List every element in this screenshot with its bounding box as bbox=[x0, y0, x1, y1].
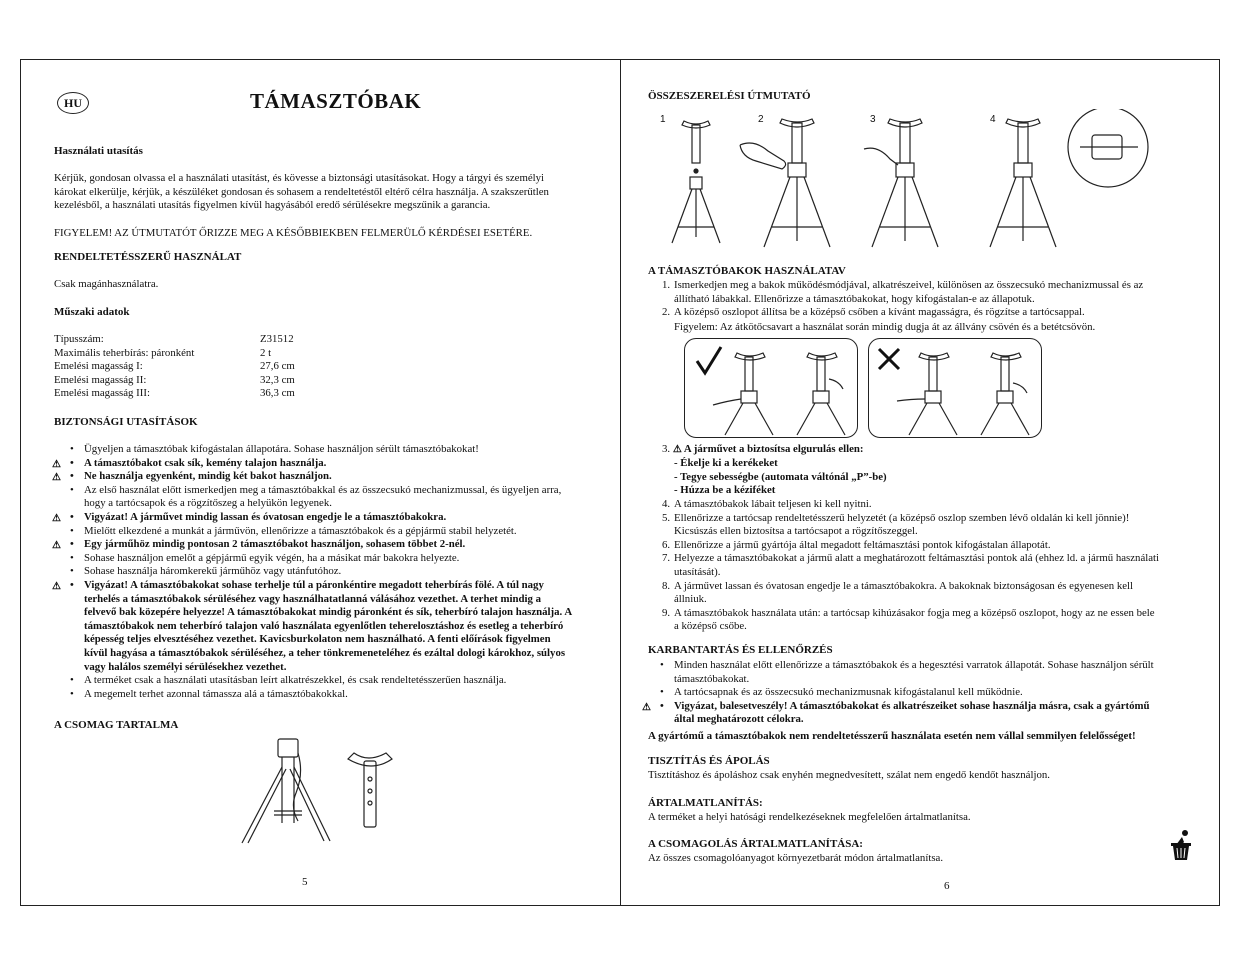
bullet-dot: • bbox=[70, 578, 74, 591]
bullet-dot: • bbox=[660, 699, 664, 712]
bullet-text: Vigyázat! A járművet mindig lassan és óvatosan engedje le a támasztóbakokra. bbox=[84, 510, 447, 523]
item-text: Ellenőrizze a tartócsap rendeltetésszerű helyzetét (a középső oszlop szemben lévő oldalán ki kell jönnie)! Kicsúszás ellen biztosítsa a tartócsapot a rögzítőszeggel. bbox=[674, 511, 1130, 538]
safety-list bbox=[54, 443, 574, 701]
numbered-item bbox=[648, 512, 1162, 539]
bullet-item bbox=[644, 700, 1164, 727]
spec-row: Emelési magasság II: 32,3 cm bbox=[54, 373, 295, 386]
bullet-text: Vigyázat! A támasztóbakokat sohase terhelje túl a páronkéntire megadott teherbírás fölé. A túl nagy terhelés a támasztóbakok sérüléséhez vagy használhatatlanná válásához vezethet. A terhet mindig a felvevő bak közepére helyezze! A támasztóbakokat mindig páronként és sík, teherbíró talajon használja. A támasztóbakok nem teherbíró talajon való használata egyenlőtlen teherelosztáshoz és esetleg a teherbíró képesség teljes elvesztéséhez vezethet. Kavicsburkolaton nem használható. A fenti előírások figyelmen kívül hagyása a támasztóbakok sérüléséhez, a teher tönkremeneteléhez és ezáltal dologi károkhoz, súlyos vagy halálos személyi sérülésekhez vezethet. bbox=[84, 578, 572, 673]
bullet-text: A megemelt terhet azonnal támassza alá a támasztóbakokkal. bbox=[84, 687, 348, 700]
intended-use-text: Csak magánhasználatra. bbox=[54, 278, 159, 290]
assembly-illustration bbox=[668, 109, 1168, 254]
item-number: 1. bbox=[662, 279, 671, 291]
item-text: Helyezze a támasztóbakokat a jármű alatt a meghatározott feltámasztási pontok alá (ehhez ld. a jármű használati utasítását). bbox=[674, 552, 1160, 578]
liability-statement: A gyártómű a támasztóbakok nem rendeltetésszerű használata esetén nem vállal semmilyen felelősséget! bbox=[648, 730, 1136, 742]
item-number: 6. bbox=[662, 538, 671, 551]
bullet-dot: • bbox=[70, 470, 74, 483]
warning-icon: ⚠ bbox=[672, 444, 682, 455]
bullet-item bbox=[54, 538, 574, 552]
bullet-dot: • bbox=[70, 524, 74, 537]
item-number: 2. bbox=[662, 306, 671, 319]
bullet-item bbox=[54, 688, 574, 702]
bullet-item bbox=[644, 659, 1164, 686]
item-number: 7. bbox=[662, 552, 671, 565]
incorrect-usage-illustration bbox=[869, 339, 1041, 437]
left-page bbox=[54, 59, 574, 906]
numbered-item bbox=[648, 607, 1162, 634]
bullet-item bbox=[54, 457, 574, 471]
bullet-item bbox=[54, 484, 574, 511]
item-number: 4. bbox=[662, 498, 671, 510]
numbered-item bbox=[648, 306, 1162, 320]
item-text: Ismerkedjen meg a bakok működésmódjával, alkatrészeivel, különösen az összecsukó mechanizmussal és az állítható lábakkal. Ellenőrizze a támasztóbakokat, hogy kifogástalan-e az állapotuk. bbox=[674, 279, 1144, 305]
item-text: A támasztóbakok lábait teljesen ki kell nyitni. bbox=[674, 498, 872, 510]
usage-text: Kérjük, gondosan olvassa el a használati utasítást, és kövesse a biztonsági utasításokat. Hogy a tárgyi és személyi károkat elkerülje, kérjük, a készüléket gondosan és sohasem a rendeltetéstől eltérő célra használja. A szakszerűtlen kezelésből, a használati utasítás figyelmen kívül hagyásából eredő sérülésekre megszűnik a garancia. bbox=[54, 172, 549, 212]
bullet-item bbox=[54, 552, 574, 566]
bullet-text: Mielőtt elkezdené a munkát a járművön, ellenőrizze a támasztóbakok és a gépjármű stabil helyzetét. bbox=[84, 524, 517, 537]
bullet-dot: • bbox=[660, 659, 664, 671]
warning-icon: ⚠ bbox=[52, 512, 61, 524]
maintenance-list bbox=[644, 659, 1164, 727]
page-title: TÁMASZTÓBAK bbox=[250, 89, 422, 113]
item-text: A támasztóbakok használata után: a tartócsap kihúzásakor fogja meg a középső oszlopot, hogy az ne essen bele a középső csőbe. bbox=[674, 606, 1155, 633]
disposal-heading: ÁRTALMATLANÍTÁS: bbox=[648, 797, 763, 809]
spec-table bbox=[54, 333, 295, 401]
packaging-disposal-text: Az összes csomagolóanyagot környezetbarát módon ártalmatlanítsa. bbox=[648, 852, 944, 864]
disposal-text: A terméket a helyi hatósági rendelkezéseknek megfelelően ártalmatlanítsa. bbox=[648, 811, 971, 823]
cleaning-text: Tisztításhoz és ápoláshoz csak enyhén megnedvesített, szálat nem engedő kendőt használjon. bbox=[648, 769, 1050, 781]
cross-icon bbox=[879, 349, 899, 369]
package-contents-illustration bbox=[234, 731, 414, 851]
step-label-4: 4 bbox=[990, 114, 996, 125]
bullet-item bbox=[54, 674, 574, 688]
warning-icon: ⚠ bbox=[642, 701, 651, 713]
bullet-dot: • bbox=[70, 443, 74, 455]
bullet-text: A tartócsapnak és az összecsukó mechanizmusnak kifogástalanul kell működnie. bbox=[674, 686, 1023, 699]
bullet-item bbox=[54, 525, 574, 539]
safety-heading: BIZTONSÁGI UTASÍTÁSOK bbox=[54, 416, 198, 428]
page-number-right: 6 bbox=[944, 880, 950, 892]
bullet-item bbox=[644, 686, 1164, 700]
crossed-bin-icon bbox=[1168, 829, 1194, 861]
checkmark-icon bbox=[697, 347, 721, 373]
item-text: Ellenőrizze a jármű gyártója által megadott feltámasztási pontok kifogástalan állapotát. bbox=[674, 538, 1051, 551]
bullet-dot: • bbox=[70, 483, 74, 496]
bullet-text: Ügyeljen a támasztóbak kifogástalan állapotára. Sohase használjon sérült támasztóbakokat! bbox=[84, 443, 479, 455]
intended-use-heading: RENDELTETÉSSZERŰ HASZNÁLAT bbox=[54, 251, 242, 263]
assembly-heading: ÖSSZESZERELÉSI ÚTMUTATÓ bbox=[648, 90, 811, 102]
bullet-item bbox=[54, 470, 574, 484]
step3-sub-item: - Tegye sebességbe (automata váltónál „P”-be) bbox=[674, 470, 887, 483]
bullet-text: Sohase használja háromkerekű járműhöz vagy utánfutóhoz. bbox=[84, 565, 342, 578]
packaging-disposal-heading: A CSOMAGOLÁS ÁRTALMATLANÍTÁSA: bbox=[648, 838, 863, 850]
step3-sub-item: - Ékelje ki a kerékeket bbox=[674, 457, 778, 469]
bullet-dot: • bbox=[70, 456, 74, 469]
item-text: A járművet lassan és óvatosan engedje le a támasztóbakokra. A bakoknak biztonságosan és egyenesen kell állniuk. bbox=[674, 579, 1134, 606]
spec-row: Típusszám: Z31512 bbox=[54, 333, 294, 345]
bullet-dot: • bbox=[660, 686, 664, 699]
step3-heading: A járművet a biztosítsa elgurulás ellen: bbox=[683, 443, 864, 455]
maintenance-heading: KARBANTARTÁS ÉS ELLENŐRZÉS bbox=[648, 644, 833, 656]
numbered-item bbox=[648, 580, 1162, 607]
step3-sublist bbox=[674, 457, 887, 498]
language-badge: HU bbox=[57, 92, 89, 114]
bullet-text: Az első használat előtt ismerkedjen meg a támasztóbakkal és az összecsukó mechanizmussal, és ügyeljen arra, hogy a tartócsapok és a rögzítőszeg a helyükön legyenek. bbox=[84, 483, 562, 510]
numbered-item bbox=[648, 539, 1162, 553]
item-number: 9. bbox=[662, 606, 671, 619]
warning-icon: ⚠ bbox=[52, 580, 61, 592]
step3-number: 3. bbox=[662, 443, 671, 455]
bullet-dot: • bbox=[70, 674, 74, 687]
numbered-item bbox=[648, 552, 1162, 579]
numbered-item bbox=[648, 498, 1162, 512]
warning-icon: ⚠ bbox=[52, 458, 61, 470]
incorrect-usage-panel bbox=[868, 338, 1042, 438]
step3-line bbox=[662, 443, 864, 457]
right-page bbox=[642, 59, 1168, 906]
bullet-text: Minden használat előtt ellenőrizze a támasztóbakok és a hegesztési varratok állapotát. Sohase használjon sérült támasztóbakokat. bbox=[674, 659, 1154, 685]
bullet-text: Egy járműhöz mindig pontosan 2 támasztóbakot használjon, sohasem többet 2-nél. bbox=[84, 538, 466, 551]
item-number: 8. bbox=[662, 579, 671, 592]
bullet-dot: • bbox=[70, 538, 74, 551]
bullet-item bbox=[54, 565, 574, 579]
bullet-dot: • bbox=[70, 510, 74, 523]
page-divider bbox=[620, 59, 621, 906]
bullet-dot: • bbox=[70, 551, 74, 564]
bullet-item bbox=[54, 443, 574, 457]
bullet-text: Ne használja egyenként, mindig két bakot használjon. bbox=[84, 470, 332, 483]
bullet-text: Sohase használjon emelőt a gépjármű egyik végén, ha a másikat már bakokra helyezte. bbox=[84, 551, 460, 564]
warning-icon: ⚠ bbox=[52, 472, 61, 484]
spec-row: Maximális teherbírás: páronként 2 t bbox=[54, 346, 272, 359]
item-number: 5. bbox=[662, 511, 671, 524]
bullet-text: Vigyázat, balesetveszély! A támasztóbakokat és alkatrészeiket sohase használja másra, csak a gyártómű által meghatározott célokra. bbox=[674, 699, 1150, 726]
usage-heading: Használati utasítás bbox=[54, 145, 143, 157]
usage-warning: FIGYELEM! AZ ÚTMUTATÓT ŐRIZZE MEG A KÉSŐBBIEKBEN FELMERÜLŐ KÉRDÉSEI ESETÉRE. bbox=[54, 227, 533, 239]
bullet-dot: • bbox=[70, 565, 74, 578]
page-number-left: 5 bbox=[302, 876, 308, 888]
bullet-text: A támasztóbakot csak sík, kemény talajon használja. bbox=[84, 456, 327, 469]
bullet-item bbox=[54, 579, 574, 674]
use-note: Figyelem: Az átkötőcsavart a használat során mindig dugja át az állvány csövén és a betétcsövön. bbox=[674, 321, 1096, 333]
spec-row: Emelési magasság III: 36,3 cm bbox=[54, 387, 295, 400]
item-text: A középső oszlopot állítsa be a középső csőben a kívánt magasságra, és rögzítse a tartócsappal. bbox=[674, 306, 1085, 319]
warning-icon: ⚠ bbox=[52, 540, 61, 552]
package-contents-heading: A CSOMAG TARTALMA bbox=[54, 719, 179, 731]
bullet-item bbox=[54, 511, 574, 525]
bullet-dot: • bbox=[70, 687, 74, 700]
step-label-3: 3 bbox=[870, 114, 876, 125]
cleaning-heading: TISZTÍTÁS ÉS ÁPOLÁS bbox=[648, 755, 770, 767]
correct-usage-illustration bbox=[685, 339, 857, 437]
use-heading: A TÁMASZTÓBAKOK HASZNÁLATAV bbox=[648, 265, 846, 277]
use-steps-list bbox=[648, 279, 1162, 320]
spec-row: Emelési magasság I: 27,6 cm bbox=[54, 360, 295, 373]
step-label-1: 1 bbox=[660, 114, 666, 125]
step-label-2: 2 bbox=[758, 114, 764, 125]
bullet-text: A terméket csak a használati utasításban leírt alkatrészekkel, és csak rendeltetésszerűen használja. bbox=[84, 674, 507, 687]
use-steps-list-continued bbox=[648, 498, 1162, 634]
numbered-item bbox=[648, 279, 1162, 306]
step3-sub-item: - Húzza be a kéziféket bbox=[674, 484, 776, 497]
correct-usage-panel bbox=[684, 338, 858, 438]
tech-data-heading: Műszaki adatok bbox=[54, 306, 130, 318]
